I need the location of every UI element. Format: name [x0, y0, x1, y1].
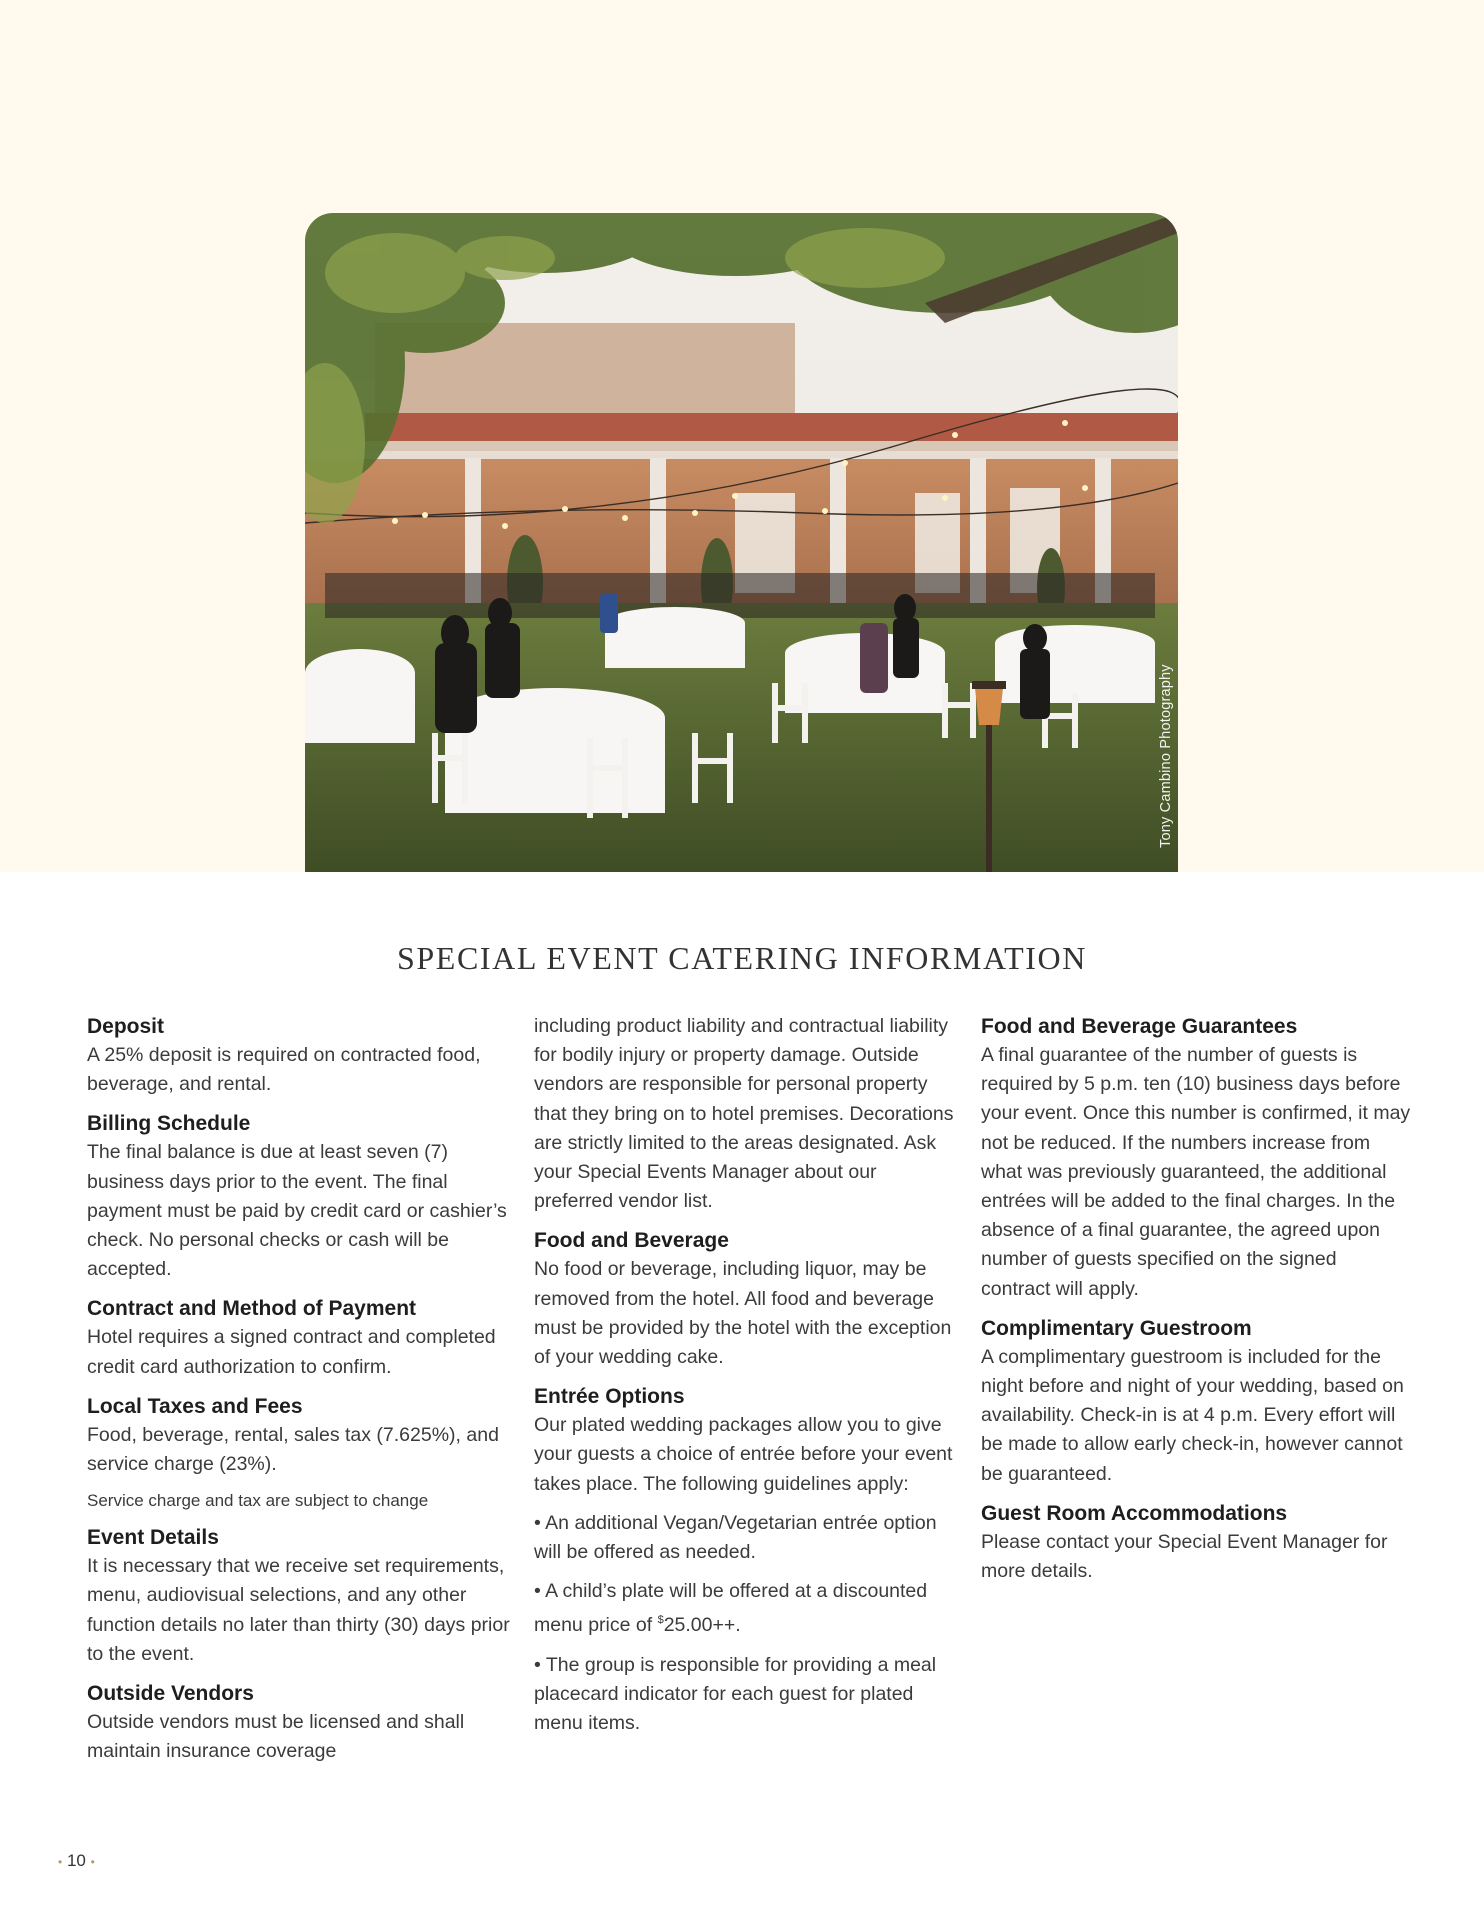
- bullet-placecard: • The group is responsible for providing a meal placecard indicator for each guest for plated menu items.: [534, 1653, 937, 1735]
- page-title: SPECIAL EVENT CATERING INFORMATION: [397, 940, 1087, 976]
- taxes-title: Local Taxes and Fees: [87, 1394, 303, 1418]
- column-3: [981, 1012, 1411, 1596]
- billing-title: Billing Schedule: [87, 1112, 251, 1136]
- guarantees-text: A final guarantee of the number of guests is required by 5 p.m. ten (10) business days before your event. Once this number is confirmed, it may not be reduced. If the numbers increase from what was previously guaranteed, the additional entrées will be added to the final charges. In the absence of a final guarantee, the agreed upon number of guests specified on the signed contract will apply.: [981, 1044, 1411, 1300]
- bullet-child-plate-text: • A child’s plate will be offered at a discounted menu price of: [534, 1580, 928, 1637]
- taxes-note: Service charge and tax are subject to change: [87, 1491, 429, 1511]
- photo-credit: Tony Cambino Photography: [1158, 664, 1174, 848]
- billing-text: The final balance is due at least seven (7) business days prior to the event. The final payment must be paid by credit card or cashier’s check. No personal checks or cash will be accepted.: [87, 1141, 507, 1281]
- food-beverage-text: No food or beverage, including liquor, may be removed from the hotel. All food and beverage must be provided by the hotel with the exception of your wedding cake.: [534, 1258, 952, 1369]
- guestroom-title: Complimentary Guestroom: [981, 1316, 1252, 1340]
- outside-vendors-continued: including product liability and contractual liability for bodily injury or property damage. Outside vendors are responsible for personal property that they bring on to hotel premises. Decorations are strictly limited to the areas designated. Ask your Special Events Manager about our preferred vendor list.: [534, 1015, 954, 1213]
- column-2: [534, 1012, 959, 1748]
- entree-options-title: Entrée Options: [534, 1385, 685, 1409]
- page-number: [58, 1851, 95, 1871]
- event-details-title: Event Details: [87, 1526, 219, 1550]
- bullet-vegan-option: • An additional Vegan/Vegetarian entrée option will be offered as needed.: [534, 1511, 937, 1564]
- deposit-text: A 25% deposit is required on contracted food, beverage, and rental.: [87, 1044, 481, 1096]
- bullet-child-plate: [534, 1577, 959, 1640]
- column-1: [87, 1012, 512, 1776]
- food-beverage-title: Food and Beverage: [534, 1229, 729, 1253]
- taxes-text: Food, beverage, rental, sales tax (7.625%), and service charge (23%).: [87, 1423, 499, 1476]
- guarantees-title: Food and Beverage Guarantees: [981, 1015, 1298, 1038]
- accommodations-text: Please contact your Special Event Manager for more details.: [981, 1530, 1388, 1583]
- outside-vendors-title: Outside Vendors: [87, 1682, 254, 1706]
- dot-icon: •: [90, 1855, 95, 1869]
- deposit-title: Deposit: [87, 1015, 165, 1038]
- accommodations-title: Guest Room Accommodations: [981, 1501, 1288, 1525]
- entree-options-text: Our plated wedding packages allow you to give your guests a choice of entrée before your event takes place. The following guidelines apply:: [534, 1414, 953, 1495]
- dot-icon: •: [58, 1855, 63, 1869]
- event-details-text: It is necessary that we receive set requirements, menu, audiovisual selections, and any other function details no later than thirty (30) days prior to the event.: [87, 1555, 510, 1665]
- page-number-value: 10: [66, 1851, 86, 1870]
- outside-vendors-text: Outside vendors must be licensed and shall maintain insurance coverage: [87, 1711, 465, 1763]
- currency-symbol: $: [657, 1614, 664, 1627]
- contract-title: Contract and Method of Payment: [87, 1297, 417, 1321]
- guestroom-text: A complimentary guestroom is included for the night before and night of your wedding, based on availability. Check-in is at 4 p.m. Every effort will be made to allow early check-in, however cannot be guaranteed.: [981, 1345, 1404, 1485]
- child-plate-price: 25.00++.: [663, 1614, 741, 1637]
- wedding-reception-photo: [305, 213, 1178, 872]
- contract-text: Hotel requires a signed contract and completed credit card authorization to confirm.: [87, 1326, 496, 1378]
